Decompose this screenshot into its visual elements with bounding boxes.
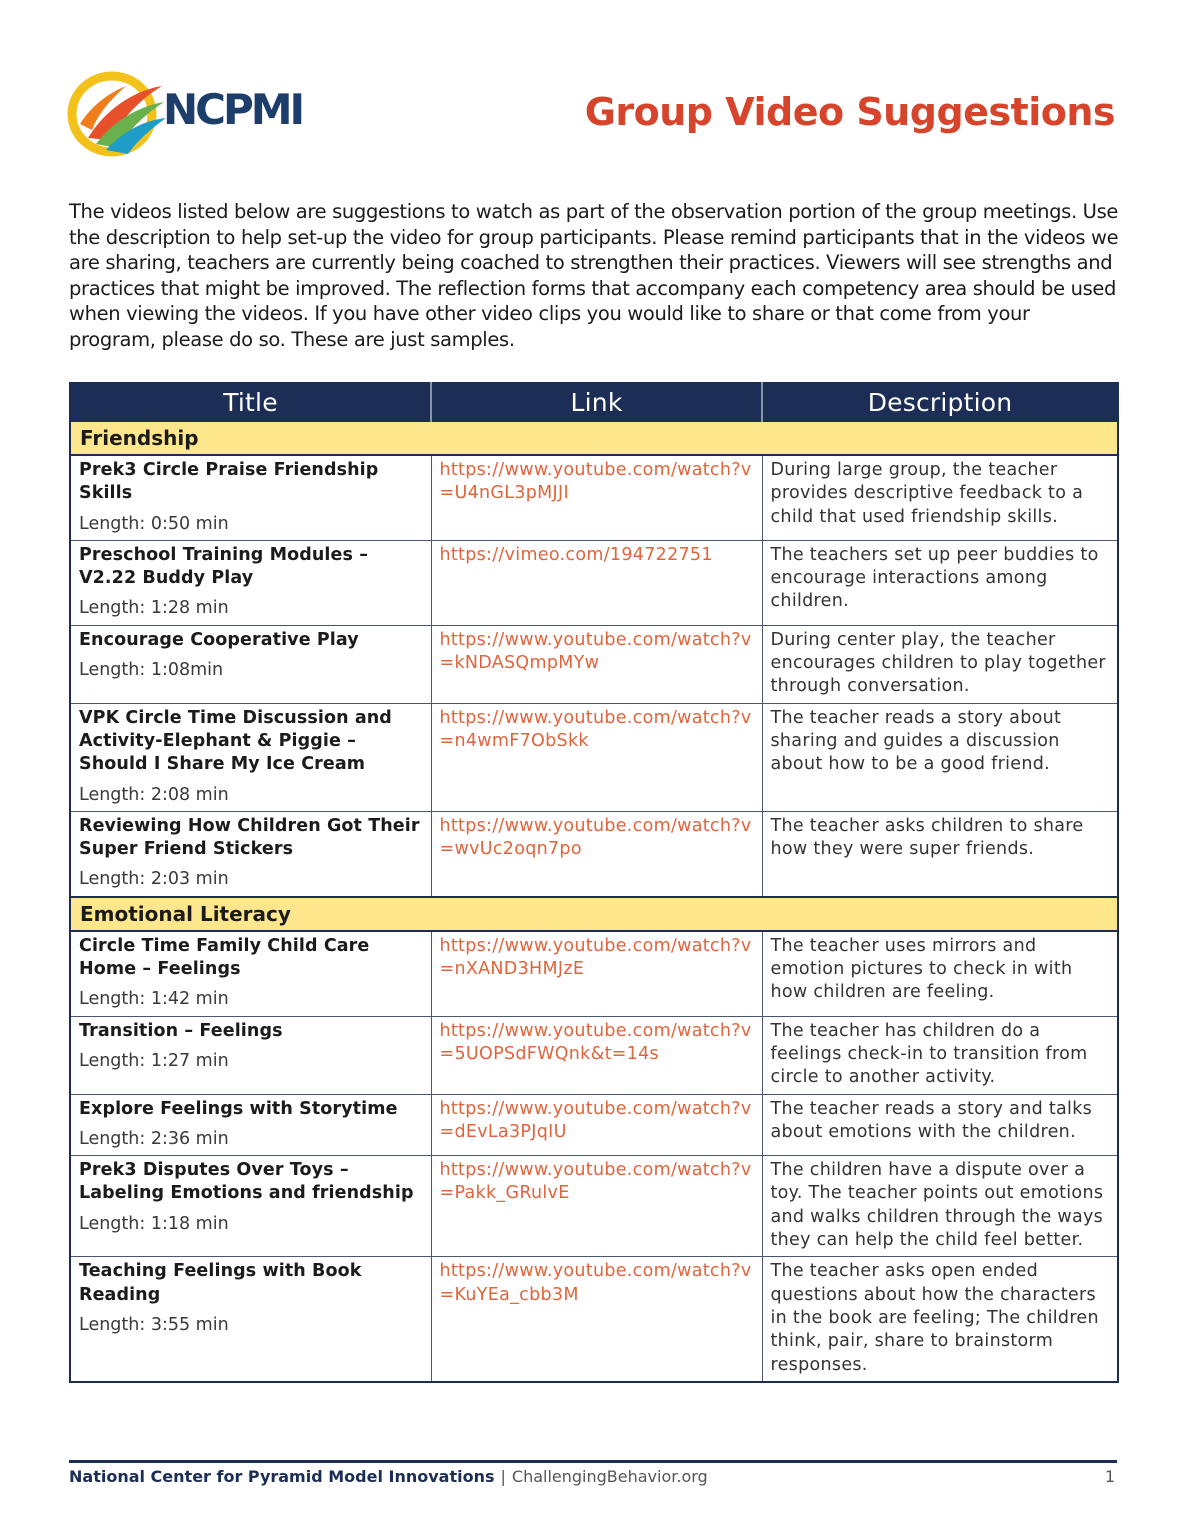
video-description: The teacher reads a story about sharing and guides a discussion about how to be a good friend. — [770, 707, 1062, 775]
section-row — [70, 897, 1118, 931]
video-length: Length: 1:28 min — [79, 598, 229, 619]
description-cell — [762, 1257, 1118, 1382]
table-row — [70, 1156, 1118, 1257]
video-description: The teacher has children do a feelings check-in to transition from circle to another activity. — [770, 1020, 1088, 1088]
video-length: Length: 2:08 min — [79, 784, 229, 805]
video-link[interactable]: https://www.youtube.com/watch?v=U4nGL3pMJJI — [439, 460, 752, 504]
title-cell — [70, 703, 431, 811]
title-cell — [70, 1094, 431, 1156]
section-row — [70, 421, 1118, 455]
video-link[interactable]: https://www.youtube.com/watch?v=nXAND3HMJzE — [439, 935, 752, 980]
link-cell — [431, 931, 762, 1016]
video-description: The teacher uses mirrors and emotion pictures to check in with how children are feeling. — [770, 935, 1073, 1003]
title-cell — [70, 625, 431, 703]
table-row — [70, 1094, 1118, 1156]
video-title: Explore Feelings with Storytime — [79, 1098, 398, 1119]
table-row — [70, 1016, 1118, 1094]
link-cell — [431, 625, 762, 703]
section-heading: Emotional Literacy — [70, 897, 1118, 931]
table-row — [70, 931, 1118, 1016]
table-row — [70, 540, 1118, 625]
table-row — [70, 703, 1118, 811]
video-description: During large group, the teacher provides descriptive feedback to a child that used friendship skills. — [770, 460, 1084, 527]
video-description: The teacher asks open ended questions about how the characters in the book are feeling; The children think, pair, share to brainstorm responses. — [770, 1261, 1099, 1375]
video-length: Length: 2:03 min — [79, 869, 229, 890]
title-cell — [70, 455, 431, 540]
video-description: During center play, the teacher encourages children to play together through conversation. — [770, 629, 1106, 697]
section-heading: Friendship — [70, 421, 1118, 455]
video-length: Length: 1:42 min — [79, 989, 229, 1010]
table-row — [70, 811, 1118, 896]
column-header-description: Description — [762, 383, 1118, 421]
column-header-title: Title — [70, 383, 431, 421]
video-description: The teachers set up peer buddies to encourage interactions among children. — [770, 544, 1099, 612]
video-table — [69, 382, 1119, 1383]
description-cell — [762, 703, 1118, 811]
link-cell — [431, 1094, 762, 1156]
video-length: Length: 1:18 min — [79, 1213, 229, 1234]
video-length: Length: 1:08min — [79, 660, 224, 681]
intro-paragraph: The videos listed below are suggestions to watch as part of the observation portion of the group meetings. Use the description to help set-up the video for group participants. Please remind participants that in the videos we are sharing, teachers are currently being coached to strengthen their practices. Viewers will see strengths and practices that might be improved. The reflection forms that accompany each competency area should be used when viewing the videos. If you have other video clips you would like to share or that come from your program, please do so. These are just samples. — [69, 200, 1119, 351]
footer-separator: | — [500, 1467, 506, 1486]
footer-site-link[interactable]: ChallengingBehavior.org — [511, 1467, 708, 1486]
description-cell — [762, 1016, 1118, 1094]
title-cell — [70, 811, 431, 896]
link-cell — [431, 1257, 762, 1382]
logo-wordmark: NCPMI — [163, 85, 303, 134]
video-link[interactable]: https://www.youtube.com/watch?v=5UOPSdFWQnk&t=14s — [439, 1020, 752, 1064]
video-length: Length: 3:55 min — [79, 1314, 229, 1335]
link-cell — [431, 1156, 762, 1257]
link-cell — [431, 703, 762, 811]
description-cell — [762, 931, 1118, 1016]
video-description: The children have a dispute over a toy. The teacher points out emotions and walks children through the ways they can help the child feel better. — [770, 1160, 1104, 1251]
title-cell — [70, 540, 431, 625]
footer-org: National Center for Pyramid Model Innovations — [69, 1467, 495, 1486]
description-cell — [762, 540, 1118, 625]
footer-divider — [69, 1460, 1117, 1463]
video-title: Prek3 Circle Praise Friendship Skills — [79, 460, 379, 504]
video-link[interactable]: https://www.youtube.com/watch?v=n4wmF7ObSkk — [439, 707, 752, 751]
video-description: The teacher asks children to share how they were super friends. — [770, 815, 1084, 860]
video-link[interactable]: https://www.youtube.com/watch?v=Pakk_GRulvE — [439, 1160, 752, 1204]
description-cell — [762, 811, 1118, 896]
description-cell — [762, 1094, 1118, 1156]
video-length: Length: 2:36 min — [79, 1128, 229, 1149]
table-row — [70, 455, 1118, 540]
title-cell — [70, 931, 431, 1016]
video-title: Prek3 Disputes Over Toys – Labeling Emotions and friendship — [79, 1160, 414, 1204]
video-length: Length: 1:27 min — [79, 1050, 229, 1071]
video-title: VPK Circle Time Discussion and Activity-Elephant & Piggie – Should I Share My Ice Cream — [79, 707, 392, 775]
table-body — [70, 421, 1118, 1382]
video-length: Length: 0:50 min — [79, 513, 229, 534]
video-link[interactable]: https://vimeo.com/194722751 — [439, 544, 713, 565]
link-cell — [431, 455, 762, 540]
link-cell — [431, 811, 762, 896]
page-title: Group Video Suggestions — [584, 90, 1115, 134]
table-header-row — [70, 383, 1118, 421]
description-cell — [762, 455, 1118, 540]
title-cell — [70, 1257, 431, 1382]
table-row — [70, 1257, 1118, 1382]
description-cell — [762, 1156, 1118, 1257]
video-title: Encourage Cooperative Play — [79, 629, 359, 650]
video-title: Reviewing How Children Got Their Super Friend Stickers — [79, 815, 420, 860]
column-header-link: Link — [431, 383, 762, 421]
video-title: Preschool Training Modules – V2.22 Buddy Play — [79, 544, 369, 589]
title-cell — [70, 1016, 431, 1094]
footer — [69, 1467, 708, 1486]
video-link[interactable]: https://www.youtube.com/watch?v=KuYEa_cbb3M — [439, 1261, 752, 1305]
link-cell — [431, 540, 762, 625]
table-row — [70, 625, 1118, 703]
video-title: Circle Time Family Child Care Home – Feelings — [79, 935, 370, 980]
video-title: Transition – Feelings — [79, 1020, 283, 1041]
title-cell — [70, 1156, 431, 1257]
video-link[interactable]: https://www.youtube.com/watch?v=kNDASQmpMYw — [439, 629, 752, 674]
video-description: The teacher reads a story and talks about emotions with the children. — [770, 1098, 1093, 1142]
video-link[interactable]: https://www.youtube.com/watch?v=dEvLa3PJqIU — [439, 1098, 752, 1142]
description-cell — [762, 625, 1118, 703]
video-link[interactable]: https://www.youtube.com/watch?v=wvUc2oqn7po — [439, 815, 752, 860]
link-cell — [431, 1016, 762, 1094]
video-title: Teaching Feelings with Book Reading — [79, 1261, 362, 1305]
page-number: 1 — [1104, 1467, 1115, 1486]
